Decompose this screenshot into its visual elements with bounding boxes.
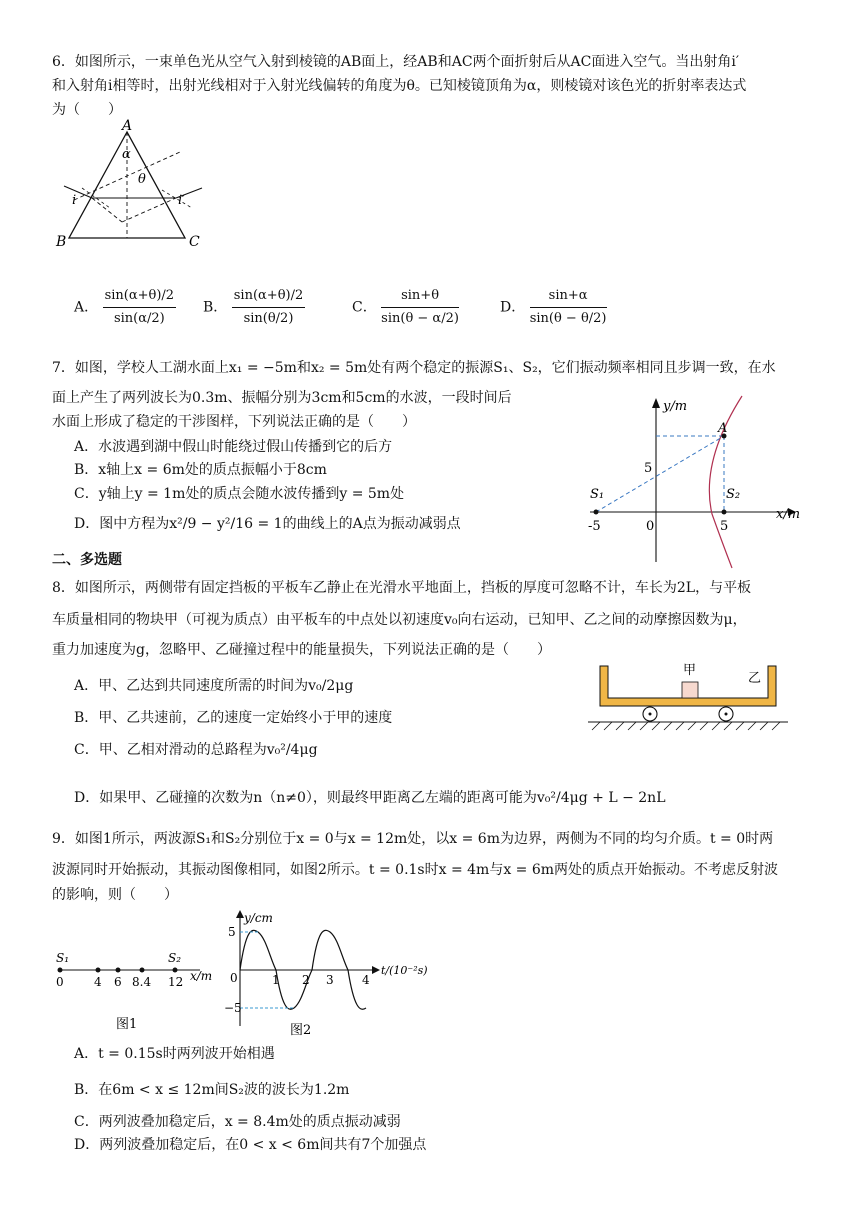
q6-option-b[interactable]: B． $\frac{\sin(\alpha+\theta)/2}{\sin(\theta/2)}$ <box>203 288 304 326</box>
section-heading-multiple-choice: 二、多选题 <box>52 552 122 568</box>
q6-option-c[interactable]: C． $\frac{\sin+\theta}{\sin(\theta - \alpha/2)}$ <box>352 288 459 326</box>
q8-option-a[interactable]: A．甲、乙达到共同速度所需的时间为v₀/2μg <box>74 678 354 694</box>
fig2-y-label: y/cm <box>244 911 273 925</box>
fig2-caption: 图2 <box>290 1023 312 1038</box>
q9-line1: 9．如图1所示，两波源S₁和S₂分别位于x = 0与x = 12m处，以x = 6m为边界，两侧为不同的均匀介质。t = 0时两 <box>52 831 774 847</box>
q7-option-c[interactable]: C．y轴上y = 1m处的质点会随水波传播到y = 5m处 <box>74 486 405 502</box>
q7-tick-0: 0 <box>646 519 655 534</box>
fig1-tick-8-4: 8.4 <box>132 975 152 989</box>
q7-point-A: A <box>718 421 728 436</box>
q7-option-a[interactable]: A．水波遇到湖中假山时能绕过假山传播到它的后方 <box>74 439 393 455</box>
q8-option-c[interactable]: C．甲、乙相对滑动的总路程为v₀²/4μg <box>74 742 318 758</box>
fig2-tick-neg5: −5 <box>224 1001 242 1015</box>
label-theta: θ <box>138 172 146 187</box>
fig1-caption: 图1 <box>116 1017 138 1032</box>
fig2-tick-5: 5 <box>228 925 236 939</box>
cart-label-jia: 甲 <box>683 663 697 678</box>
q6-line1: 6．如图所示，一束单色光从空气入射到棱镜的AB面上，经AB和AC两个面折射后从AC面进入空气。当出射角i′ <box>52 54 740 70</box>
fig2-tick-0: 0 <box>230 971 238 985</box>
q7-graph <box>582 392 810 570</box>
fig2-tick-t4: 4 <box>362 973 370 987</box>
fig2-tick-t1: 1 <box>272 973 280 987</box>
fig1-tick-12: 12 <box>168 975 184 989</box>
q7-option-d[interactable]: D．图中方程为x²/9 − y²/16 = 1的曲线上的A点为振动减弱点 <box>74 516 461 532</box>
label-C: C <box>189 234 200 250</box>
q9-figure1 <box>50 950 225 1040</box>
q7-x-label: x/m <box>776 507 801 522</box>
q7-tick-neg5: -5 <box>588 519 601 534</box>
q7-line3: 水面上形成了稳定的干涉图样，下列说法正确的是（ ） <box>52 414 416 430</box>
fig1-x-label: x/m <box>190 969 213 983</box>
q8-line2: 车质量相同的物块甲（可视为质点）由平板车的中点处以初速度v₀向右运动，已知甲、乙之间的动摩擦因数为μ， <box>52 612 747 628</box>
q9-line2: 波源同时开始振动，其振动图像相同，如图2所示。t = 0.1s时x = 4m与x = 6m两处的质点开始振动。不考虑反射波 <box>52 862 779 878</box>
fig2-tick-t3: 3 <box>326 973 334 987</box>
q7-option-b[interactable]: B．x轴上x = 6m处的质点振幅小于8cm <box>74 462 327 478</box>
q9-figure2 <box>226 908 446 1040</box>
q6-line3: 为（ ） <box>52 102 122 118</box>
label-i: i <box>72 193 77 208</box>
q7-S2: S₂ <box>726 487 741 502</box>
q9-option-a[interactable]: A．t = 0.15s时两列波开始相遇 <box>74 1046 275 1062</box>
q8-option-b[interactable]: B．甲、乙共速前，乙的速度一定始终小于甲的速度 <box>74 710 393 726</box>
q9-line3: 的影响，则（ ） <box>52 887 178 903</box>
label-B: B <box>56 234 67 250</box>
fig1-S1: S₁ <box>56 951 70 965</box>
q8-line1: 8．如图所示，两侧带有固定挡板的平板车乙静止在光滑水平地面上，挡板的厚度可忽略不计，车长为2L，与平板 <box>52 580 752 596</box>
q9-option-c[interactable]: C．两列波叠加稳定后，x = 8.4m处的质点振动减弱 <box>74 1114 401 1130</box>
q7-S1: S₁ <box>590 487 605 502</box>
prism-figure <box>52 118 212 250</box>
cart-figure <box>588 656 788 734</box>
fig2-t-label: t/(10⁻²s) <box>381 964 428 977</box>
fig1-S2: S₂ <box>168 951 182 965</box>
q7-tick-5y: 5 <box>644 461 653 476</box>
q8-option-d[interactable]: D．如果甲、乙碰撞的次数为n（n≠0），则最终甲距离乙左端的距离可能为v₀²/4μg + L − 2nL <box>74 790 666 806</box>
fig1-tick-0: 0 <box>56 975 64 989</box>
q9-option-d[interactable]: D．两列波叠加稳定后，在0 < x < 6m间共有7个加强点 <box>74 1137 427 1153</box>
q6-option-a[interactable]: A． $\frac{\sin(\alpha+\theta)/2}{\sin(\alpha/2)}$ <box>74 288 175 326</box>
q7-y-label: y/m <box>663 399 688 414</box>
fig1-tick-4: 4 <box>94 975 102 989</box>
q6-option-d[interactable]: D． $\frac{\sin+\alpha}{\sin(\theta - \theta/2)}$ <box>500 288 607 326</box>
label-i-prime: i′ <box>178 193 186 208</box>
q7-tick-5x: 5 <box>720 519 729 534</box>
fig2-tick-t2: 2 <box>302 973 310 987</box>
fig1-tick-6: 6 <box>114 975 122 989</box>
label-alpha: α <box>122 147 131 162</box>
q7-line2: 面上产生了两列波长为0.3m、振幅分别为3cm和5cm的水波，一段时间后 <box>52 390 512 406</box>
q7-line1: 7．如图，学校人工湖水面上x₁ = −5m和x₂ = 5m处有两个稳定的振源S₁、S₂，它们振动频率相同且步调一致，在水 <box>52 360 776 376</box>
cart-label-yi: 乙 <box>748 671 762 686</box>
q6-line2: 和入射角i相等时，出射光线相对于入射光线偏转的角度为θ。已知棱镜顶角为α，则棱镜对该色光的折射率表达式 <box>52 78 747 94</box>
q9-option-b[interactable]: B．在6m < x ≤ 12m间S₂波的波长为1.2m <box>74 1082 350 1098</box>
q8-line3: 重力加速度为g，忽略甲、乙碰撞过程中的能量损失，下列说法正确的是（ ） <box>52 642 551 658</box>
label-A: A <box>122 118 133 134</box>
